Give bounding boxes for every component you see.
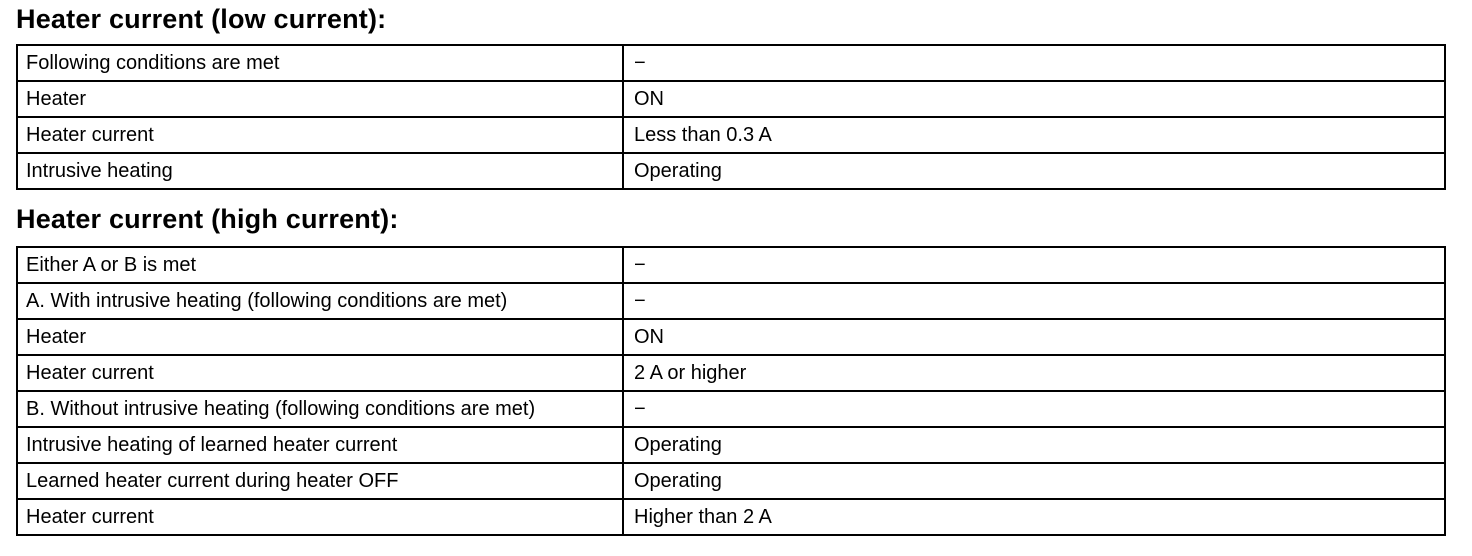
table-row <box>17 247 1445 283</box>
table-row <box>17 499 1445 535</box>
value-cell: Higher than 2 A <box>623 499 1445 535</box>
condition-cell: Heater current <box>17 499 623 535</box>
section-title-low-current: Heater current (low current): <box>16 4 387 34</box>
table-row <box>17 117 1445 153</box>
value-cell: 2 A or higher <box>623 355 1445 391</box>
value-cell: − <box>623 283 1445 319</box>
condition-cell: Heater <box>17 81 623 117</box>
value-cell: − <box>623 247 1445 283</box>
value-cell: − <box>623 45 1445 81</box>
condition-cell: A. With intrusive heating (following conditions are met) <box>17 283 623 319</box>
condition-cell: Following conditions are met <box>17 45 623 81</box>
section-title-high-current: Heater current (high current): <box>16 204 399 234</box>
condition-cell: Either A or B is met <box>17 247 623 283</box>
high-current-conditions-table <box>16 246 1446 536</box>
condition-cell: B. Without intrusive heating (following conditions are met) <box>17 391 623 427</box>
condition-cell: Learned heater current during heater OFF <box>17 463 623 499</box>
value-cell: Less than 0.3 A <box>623 117 1445 153</box>
condition-cell: Intrusive heating <box>17 153 623 189</box>
table-row <box>17 81 1445 117</box>
value-cell: ON <box>623 319 1445 355</box>
value-cell: Operating <box>623 463 1445 499</box>
value-cell: ON <box>623 81 1445 117</box>
condition-cell: Heater current <box>17 117 623 153</box>
table-row <box>17 355 1445 391</box>
condition-cell: Intrusive heating of learned heater current <box>17 427 623 463</box>
table-row <box>17 319 1445 355</box>
condition-cell: Heater current <box>17 355 623 391</box>
table-row <box>17 391 1445 427</box>
table-row <box>17 463 1445 499</box>
value-cell: Operating <box>623 153 1445 189</box>
table-row <box>17 45 1445 81</box>
condition-cell: Heater <box>17 319 623 355</box>
value-cell: Operating <box>623 427 1445 463</box>
table-row <box>17 153 1445 189</box>
table-row <box>17 427 1445 463</box>
table-row <box>17 283 1445 319</box>
low-current-conditions-table <box>16 44 1446 190</box>
value-cell: − <box>623 391 1445 427</box>
